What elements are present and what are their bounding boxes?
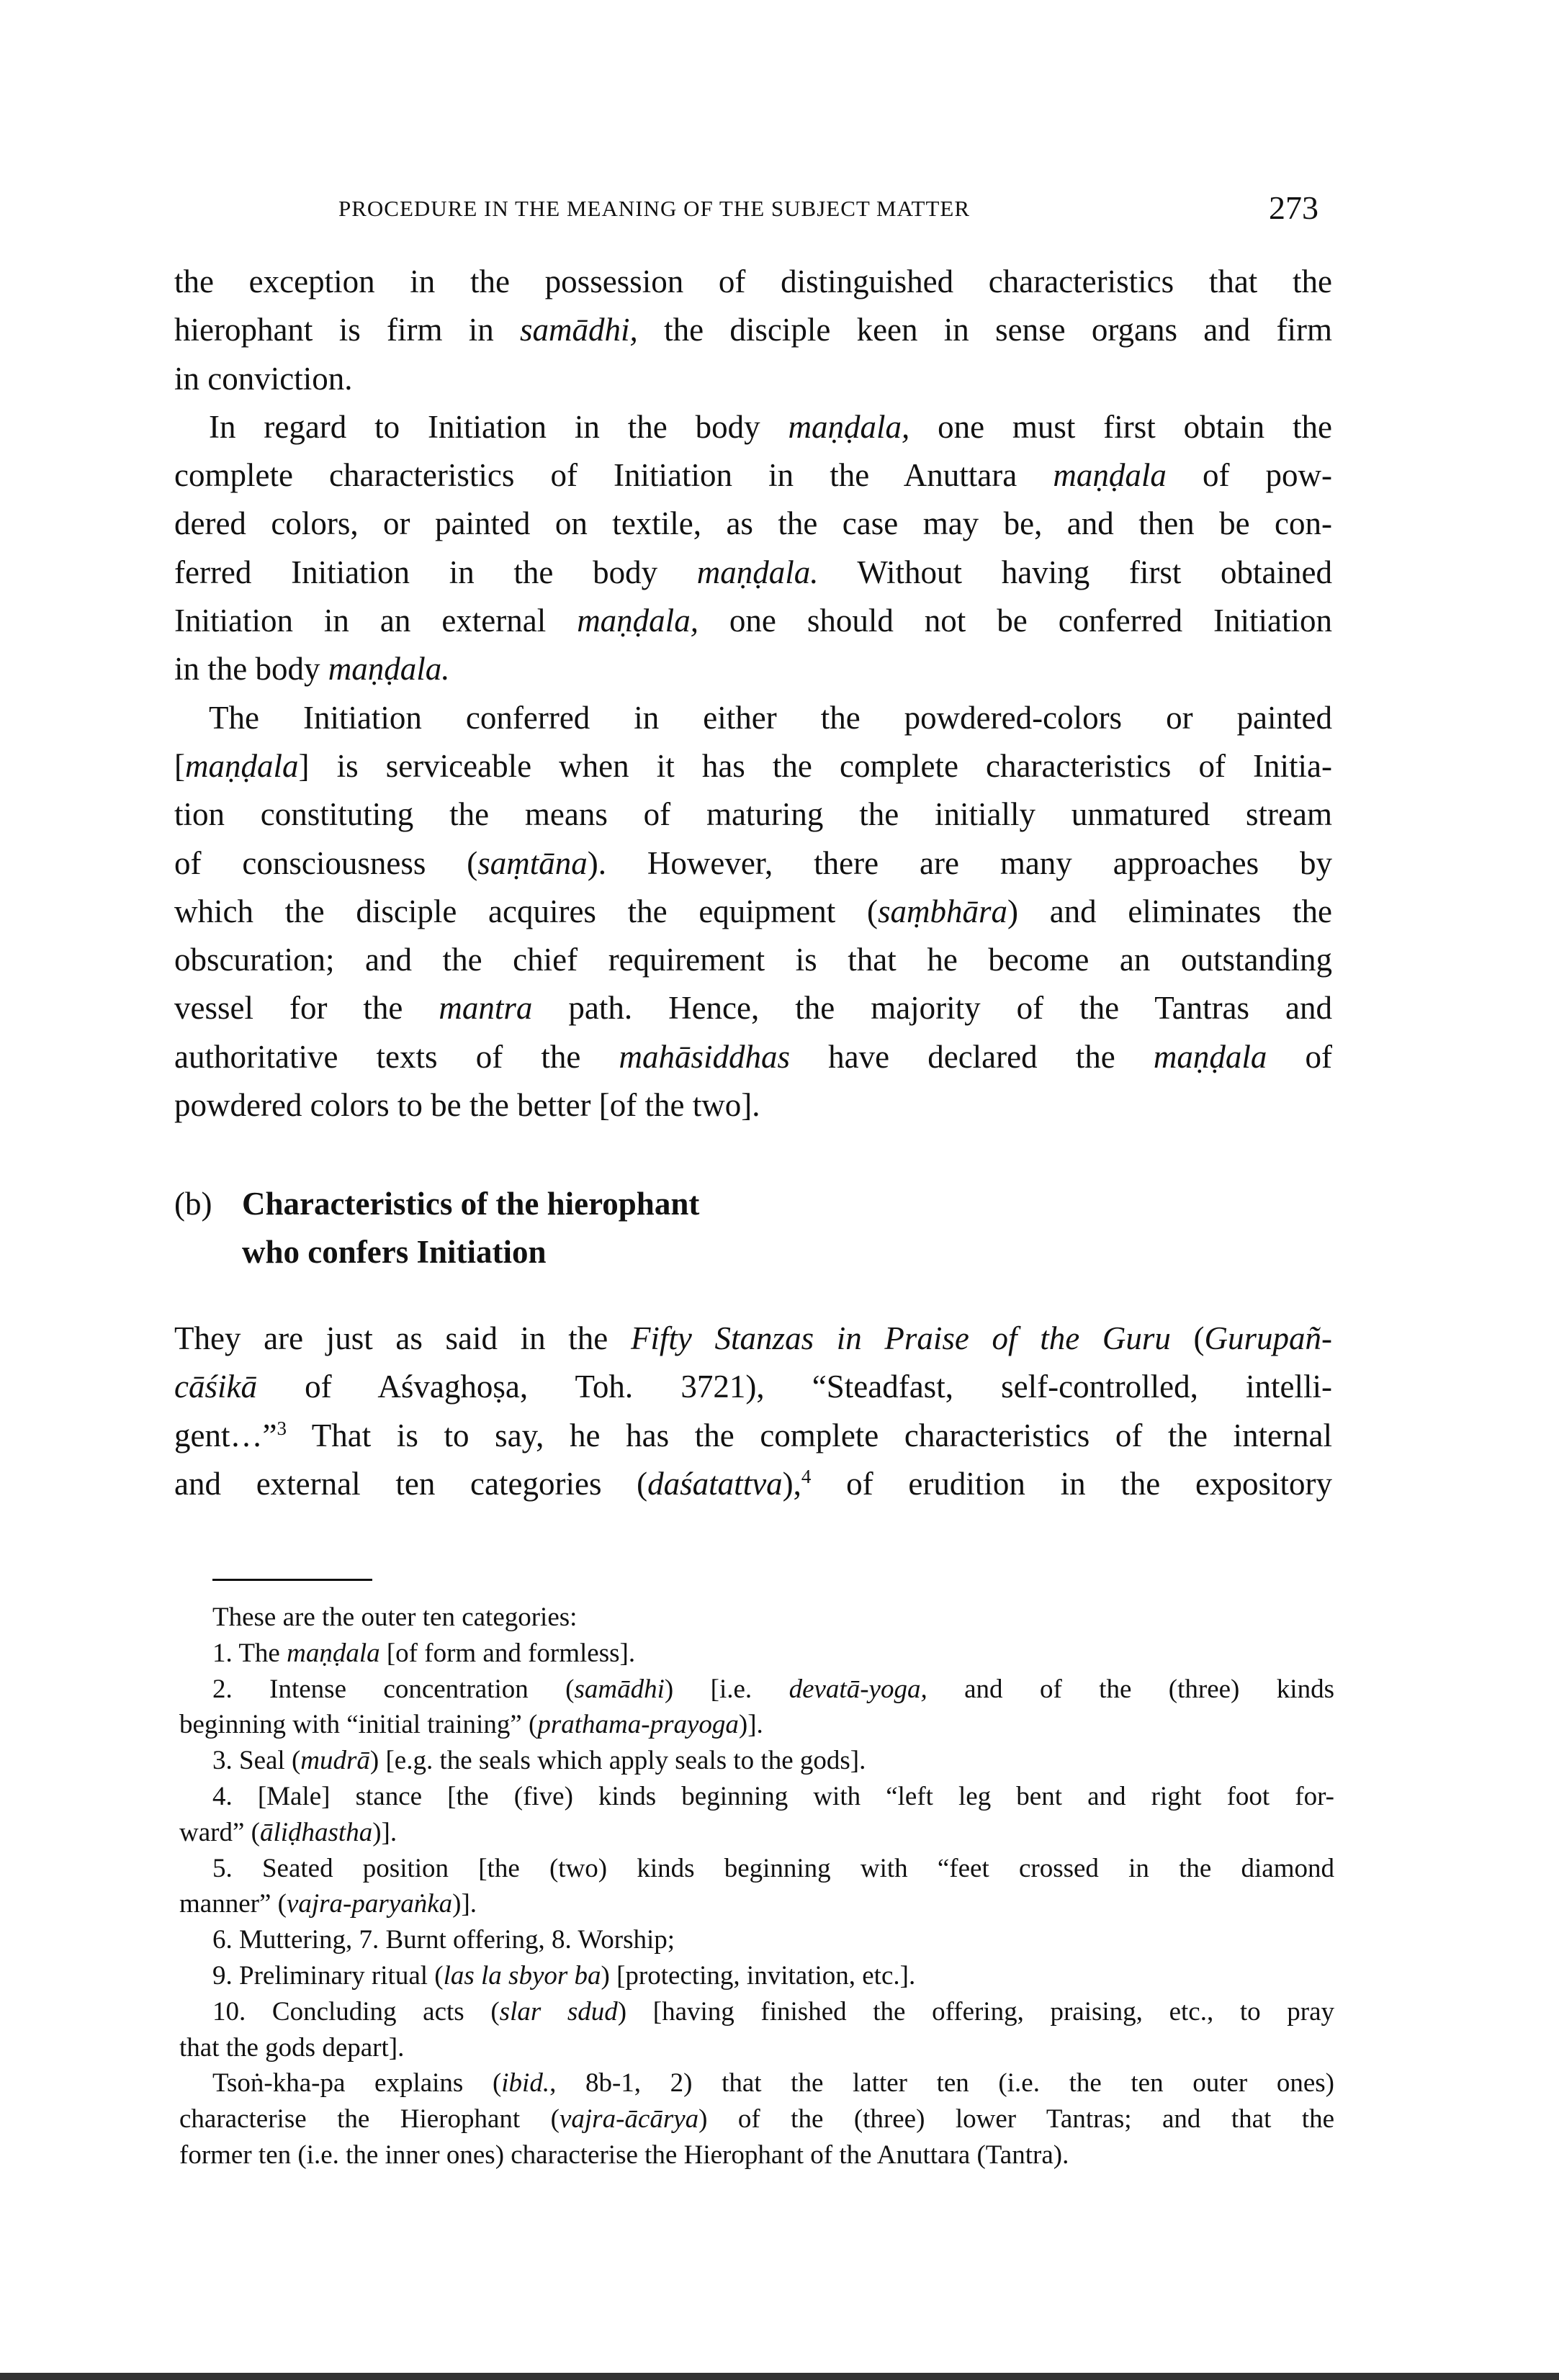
body-text-lower	[174, 1315, 1332, 1508]
text-line	[179, 1743, 1334, 1779]
text-run: The Initiation conferred in either the powdered-colors or painted	[209, 699, 1332, 736]
italic-term: prathama-prayoga	[537, 1710, 739, 1740]
text-run: one should not be conferred Initiation	[698, 603, 1332, 639]
text-line	[174, 1363, 1332, 1411]
text-line	[174, 1033, 1332, 1081]
text-line	[179, 1994, 1334, 2030]
italic-term: saṃbhāra	[877, 893, 1007, 929]
text-run: in conviction.	[174, 360, 353, 397]
text-run: 5. Seated position [the (two) kinds beginning with “feet crossed in the diamond	[212, 1853, 1334, 1883]
text-run: ward” (	[179, 1817, 260, 1847]
text-run: gent…”	[174, 1417, 277, 1453]
text-run: ferred Initiation in the body	[174, 554, 697, 590]
text-line	[174, 1081, 1332, 1130]
text-run: path. Hence, the majority of the Tantras and	[532, 990, 1333, 1027]
text-line	[179, 1851, 1334, 1887]
text-run: ) [protecting, invitation, etc.].	[601, 1960, 916, 1991]
text-run: )].	[738, 1710, 763, 1740]
footnotes	[179, 1600, 1334, 2173]
italic-term: vajra-ācārya	[559, 2104, 699, 2135]
text-run: ). However, there are many approaches by	[587, 844, 1332, 881]
text-line	[174, 1460, 1332, 1508]
text-line	[174, 888, 1332, 936]
text-run: and external ten categories (	[174, 1465, 648, 1502]
text-run: of consciousness (	[174, 844, 478, 881]
text-run: ),	[782, 1465, 801, 1502]
italic-term: maṇḍala	[1153, 1038, 1267, 1075]
italic-term: vajra-paryaṅka	[286, 1889, 453, 1919]
text-run: beginning with “initial training” (	[179, 1710, 538, 1740]
text-line	[174, 1315, 1332, 1363]
italic-term: maṇḍala.	[328, 651, 450, 688]
text-line	[174, 742, 1332, 790]
text-line	[174, 936, 1332, 984]
section-title-line: Characteristics of the hierophant	[242, 1186, 700, 1222]
text-line	[179, 1922, 1334, 1958]
italic-term: maṇḍala,	[788, 408, 910, 445]
italic-term: ibid.	[501, 2068, 550, 2099]
text-run: Without having first obtained	[818, 554, 1332, 590]
text-run: Initiation in an external	[174, 603, 578, 639]
text-run: the disciple keen in sense organs and firm	[637, 312, 1332, 348]
text-run: 2. Intense concentration (	[212, 1674, 575, 1704]
text-run: vessel for the	[174, 990, 439, 1027]
text-line	[174, 500, 1332, 548]
text-line	[179, 1958, 1334, 1994]
section-title	[242, 1180, 699, 1276]
text-run: complete characteristics of Initiation in the Anuttara	[174, 457, 1053, 494]
text-line	[179, 2030, 1334, 2066]
text-line	[174, 306, 1332, 354]
text-line	[179, 1672, 1334, 1708]
text-run: of erudition in the expository	[811, 1465, 1332, 1502]
text-run: which the disciple acquires the equipment (	[174, 893, 878, 929]
text-run: of pow-	[1166, 457, 1333, 494]
text-line	[174, 355, 1332, 403]
text-run: have declared the	[789, 1038, 1154, 1075]
italic-term: mantra	[439, 990, 533, 1027]
text-run: former ten (i.e. the inner ones) characterise the Hierophant of the Anuttara (Tantra).	[179, 2140, 1069, 2170]
text-run: dered colors, or painted on textile, as the case may be, and then be con-	[174, 505, 1332, 542]
text-run: 6. Muttering, 7. Burnt offering, 8. Worship;	[212, 1925, 675, 1955]
text-line	[179, 1779, 1334, 1815]
text-run: ) [e.g. the seals which apply seals to the gods].	[369, 1746, 866, 1776]
text-run: ) [i.e.	[664, 1674, 789, 1704]
text-run: )].	[452, 1889, 477, 1919]
text-run: powdered colors to be the better [of the two].	[174, 1087, 760, 1124]
text-run: 10. Concluding acts (	[212, 1996, 500, 2027]
text-line	[174, 984, 1332, 1032]
italic-term: samādhi	[574, 1674, 665, 1704]
text-run: 1. The	[212, 1638, 287, 1668]
body-text-upper	[174, 258, 1332, 1130]
italic-term: maṇḍala	[1053, 457, 1167, 494]
italic-term: Fifty Stanzas in Praise of the Guru	[630, 1320, 1171, 1356]
page-number: 273	[1269, 189, 1318, 226]
italic-term: maṇḍala.	[696, 554, 819, 590]
text-run: authoritative texts of the	[174, 1038, 619, 1075]
italic-term: samādhi,	[520, 312, 638, 348]
scan-edge	[0, 2373, 1559, 2380]
text-run: [	[174, 747, 185, 784]
italic-term: maṇḍala	[287, 1638, 380, 1668]
text-line	[179, 2137, 1334, 2173]
italic-term: mahāsiddhas	[619, 1038, 790, 1075]
text-run: ] is serviceable when it has the complete characteristics of Initia-	[298, 747, 1332, 784]
text-run: They are just as said in the	[174, 1320, 631, 1356]
text-run: obscuration; and the chief requirement is that he become an outstanding	[174, 942, 1332, 978]
text-run: 9. Preliminary ritual (	[212, 1960, 444, 1991]
text-line	[174, 839, 1332, 888]
text-run: , 8b-1, 2) that the latter ten (i.e. the ten outer ones)	[549, 2068, 1334, 2099]
running-head: PROCEDURE IN THE MEANING OF THE SUBJECT MATTER	[338, 196, 971, 221]
text-run: the exception in the possession of distinguished characteristics that the	[174, 263, 1332, 299]
footnote-rule	[212, 1579, 372, 1581]
text-run: manner” (	[179, 1889, 287, 1919]
footnote-ref: 3	[277, 1417, 287, 1439]
text-line	[179, 1636, 1334, 1672]
italic-term: maṇḍala,	[577, 603, 698, 639]
text-run: In regard to Initiation in the body	[209, 408, 789, 445]
italic-term: āliḍhastha	[259, 1817, 373, 1847]
text-run: one must first obtain the	[909, 408, 1332, 445]
text-run: Tsoṅ-kha-pa explains (	[212, 2068, 502, 2099]
text-line	[174, 549, 1332, 597]
text-run: ) of the (three) lower Tantras; and that the	[698, 2104, 1334, 2135]
text-run: That is to say, he has the complete characteristics of the internal	[286, 1417, 1332, 1453]
text-line	[179, 1886, 1334, 1922]
text-run: ) [having finished the offering, praising, etc., to pray	[617, 1996, 1334, 2027]
text-run: in the body	[174, 651, 328, 688]
text-run: )].	[372, 1817, 397, 1847]
text-run: These are the outer ten categories:	[212, 1603, 578, 1632]
text-run: tion constituting the means of maturing the initially unmatured stream	[174, 796, 1332, 833]
footnote-ref: 4	[801, 1465, 812, 1487]
text-line	[179, 1707, 1334, 1743]
text-run: and of the (three) kinds	[927, 1674, 1334, 1704]
text-line	[179, 1600, 1334, 1636]
text-run: [of form and formless].	[379, 1638, 636, 1668]
italic-term: mudrā	[300, 1746, 370, 1776]
text-run: 4. [Male] stance [the (five) kinds beginning with “left leg bent and right foot for-	[212, 1781, 1334, 1811]
text-run: of Aśvaghoṣa, Toh. 3721), “Steadfast, self-controlled, intelli-	[256, 1369, 1332, 1405]
text-run: (	[1170, 1320, 1205, 1356]
text-run: 3. Seal (	[212, 1746, 301, 1776]
text-run: of	[1267, 1038, 1332, 1075]
text-line	[179, 1815, 1334, 1851]
italic-term: maṇḍala	[185, 747, 299, 784]
text-line	[174, 645, 1332, 693]
text-line	[174, 403, 1332, 451]
italic-term: daśatattva	[647, 1465, 783, 1502]
text-line	[179, 2065, 1334, 2101]
text-line	[174, 694, 1332, 742]
text-run: that the gods depart].	[179, 2032, 405, 2063]
text-line	[174, 1412, 1332, 1460]
italic-term: cāśikā	[174, 1369, 257, 1405]
italic-term: las la sbyor ba	[443, 1960, 601, 1991]
text-run: ) and eliminates the	[1007, 893, 1332, 929]
text-line	[174, 258, 1332, 306]
text-line	[174, 451, 1332, 500]
italic-term: devatā-yoga,	[789, 1674, 927, 1704]
text-line	[174, 790, 1332, 839]
text-run: characterise the Hierophant (	[179, 2104, 560, 2135]
text-run: hierophant is firm in	[174, 312, 521, 348]
section-title-line: who confers Initiation	[242, 1234, 547, 1270]
text-line	[179, 2101, 1334, 2137]
italic-term: slar sdud	[499, 1996, 618, 2027]
italic-term: saṃtāna	[477, 844, 588, 881]
italic-term: Gurupañ-	[1204, 1320, 1332, 1356]
text-line	[174, 597, 1332, 645]
section-label: (b)	[174, 1186, 212, 1222]
